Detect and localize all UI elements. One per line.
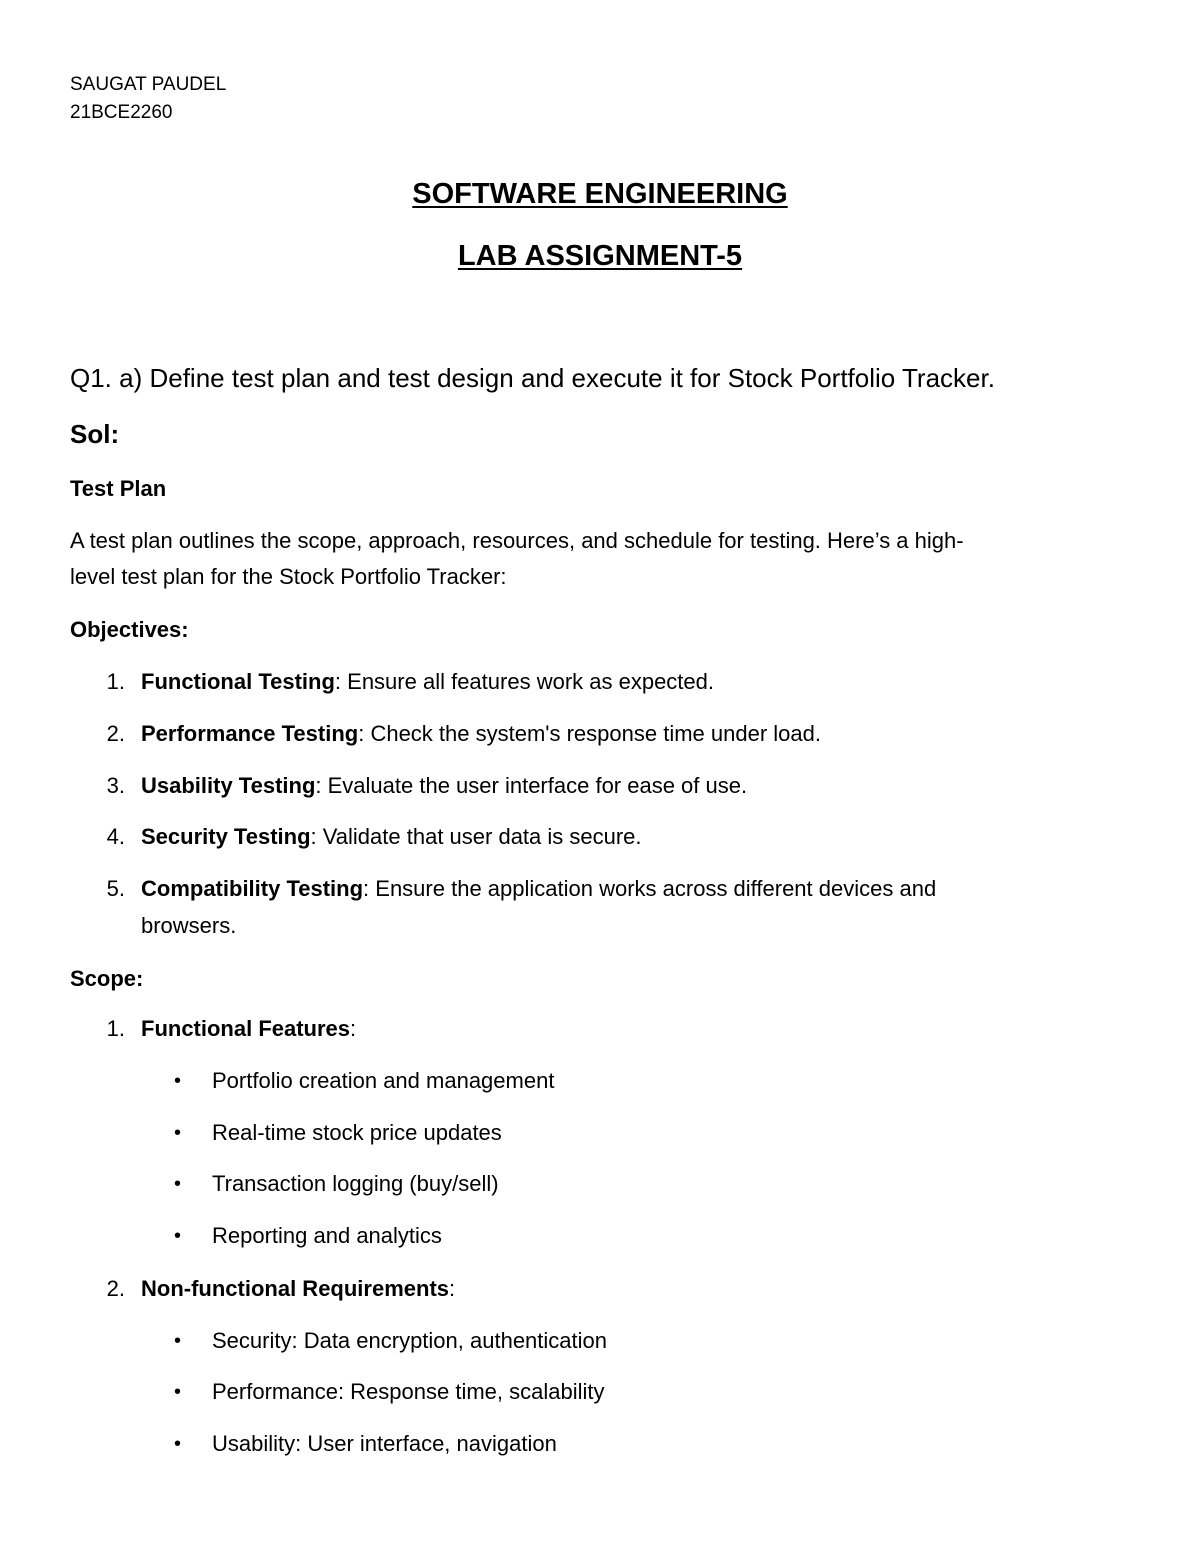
objective-item [141,669,714,695]
scope-group-term: Functional Features [141,1016,351,1041]
objective-number: 2. [106,721,125,746]
objective-term: Performance Testing [141,721,359,746]
author-id: 21BCE2260 [70,102,173,123]
solution-label: Sol: [70,419,120,449]
objective-item [141,824,642,850]
scope-bullet-item: Portfolio creation and management [212,1068,555,1093]
bullet-dot-icon: • [174,1433,182,1455]
objective-number: 5. [106,876,125,901]
objectives-heading: Objectives: [70,617,189,642]
scope-bullet-item: Real-time stock price updates [212,1120,502,1145]
scope-group-number: 2. [106,1276,125,1301]
test-plan-heading: Test Plan [70,476,167,501]
scope-group-term: Non-functional Requirements [141,1276,450,1301]
bullet-dot-icon: • [174,1173,182,1195]
scope-bullet-item: Transaction logging (buy/sell) [212,1171,499,1196]
document-title: SOFTWARE ENGINEERING [412,178,788,210]
bullet-dot-icon: • [174,1122,182,1144]
scope-bullet-item: Reporting and analytics [212,1223,442,1248]
objective-description: : Check the system's response time under load. [358,721,821,746]
scope-bullet-item: Usability: User interface, navigation [212,1431,557,1456]
objective-item [141,876,936,902]
scope-bullet-item: Security: Data encryption, authentication [212,1328,608,1353]
author-name: SAUGAT PAUDEL [70,74,227,95]
bullet-dot-icon: • [174,1330,182,1352]
scope-group-title: Functional Features: [141,1016,357,1041]
objective-description: : Ensure the application works across different devices and [363,876,937,901]
objective-term: Compatibility Testing [141,876,364,901]
bullet-dot-icon: • [174,1225,182,1247]
objective-number: 4. [106,824,125,849]
objective-description: : Validate that user data is secure. [310,824,642,849]
objective-term: Functional Testing [141,669,335,694]
bullet-dot-icon: • [174,1381,182,1403]
scope-group-title: Non-functional Requirements: [141,1276,456,1301]
objective-item-continuation: browsers. [141,913,237,938]
question-text: Q1. a) Define test plan and test design and execute it for Stock Portfolio Tracker. [70,363,995,393]
bullet-dot-icon: • [174,1070,182,1092]
scope-heading: Scope: [70,966,144,991]
objective-item [141,721,821,747]
objective-description: : Ensure all features work as expected. [334,669,715,694]
objective-term: Security Testing [141,824,311,849]
objective-term: Usability Testing [141,773,316,798]
objective-item [141,773,747,799]
test-plan-paragraph-line1: A test plan outlines the scope, approach, resources, and schedule for testing. Here’s a high- [70,528,964,553]
objective-number: 1. [106,669,125,694]
document-subtitle: LAB ASSIGNMENT-5 [457,240,743,272]
scope-bullet-item: Performance: Response time, scalability [212,1379,605,1404]
objective-description: : Evaluate the user interface for ease of use. [315,773,748,798]
scope-group-number: 1. [106,1016,125,1041]
test-plan-paragraph-line2: level test plan for the Stock Portfolio Tracker: [70,564,507,589]
objective-number: 3. [106,773,125,798]
